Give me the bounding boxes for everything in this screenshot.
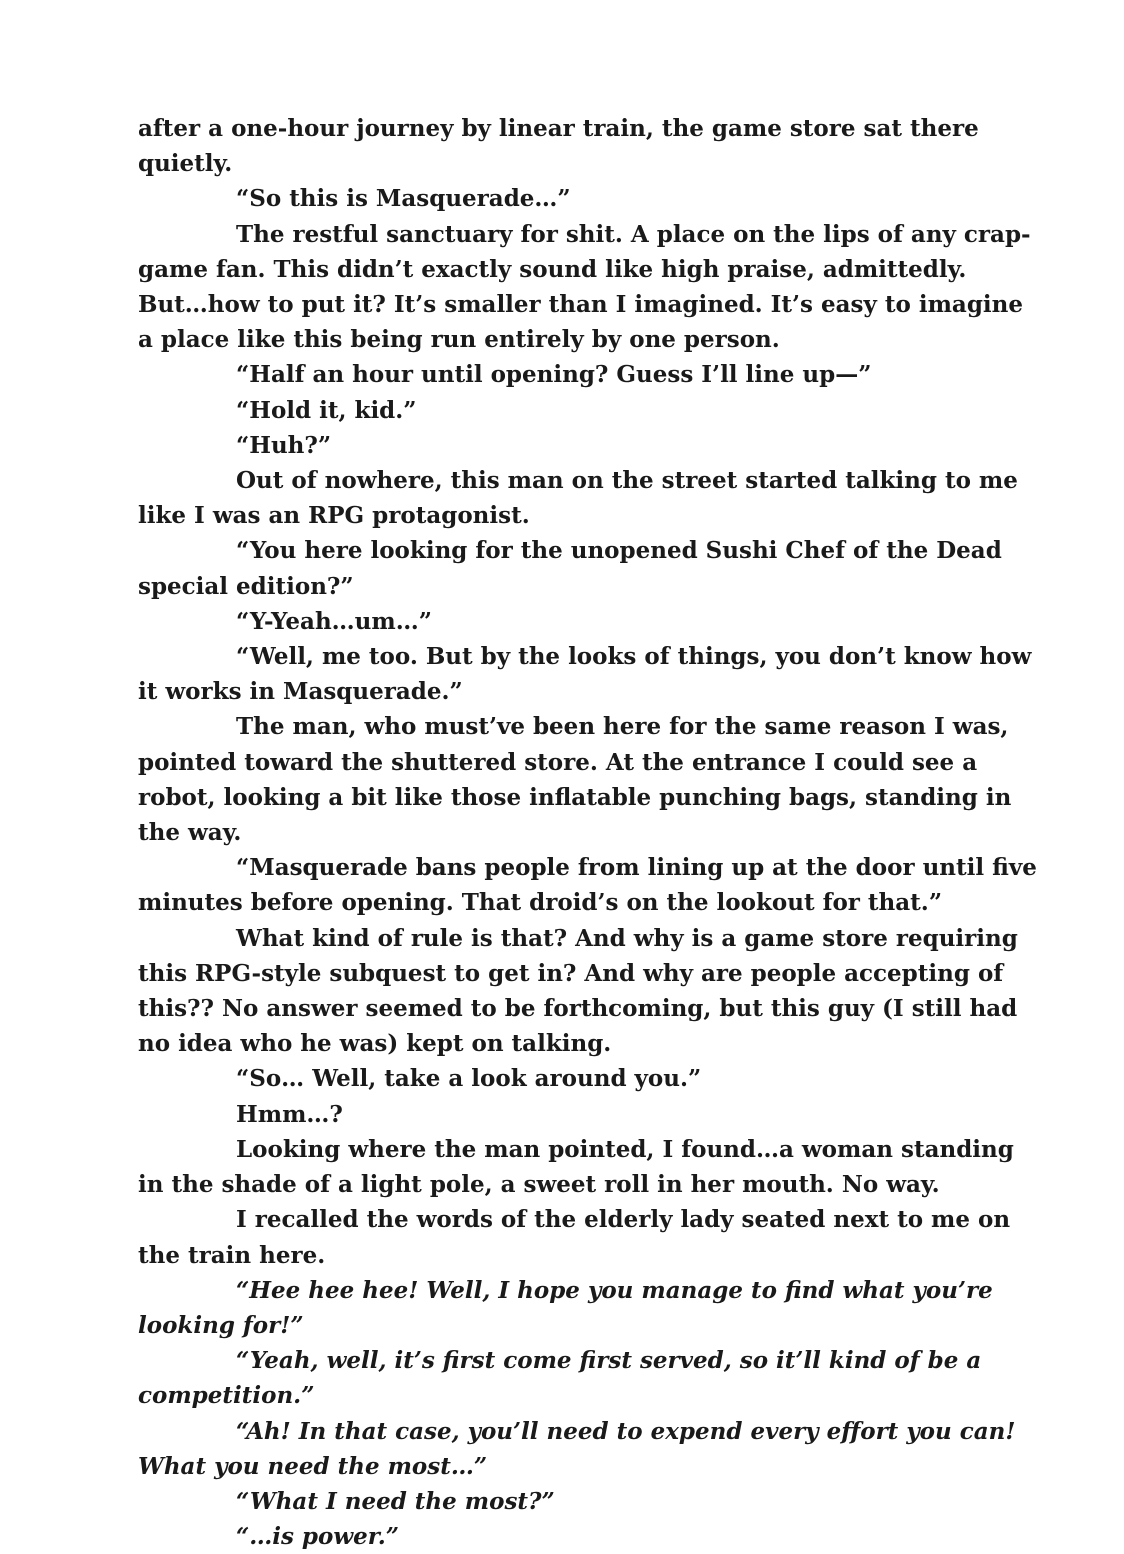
paragraph: The man, who must’ve been here for the same reason I was, pointed toward the shuttered store. At the entrance I could see a robot, looking a bit like those inflatable punching bags, standing in the way. [138, 713, 1012, 847]
paragraph-italic: “Hee hee hee! Well, I hope you manage to find what you’re looking for!” [138, 1276, 993, 1339]
paragraph: “Half an hour until opening? Guess I’ll line up—” [236, 361, 872, 389]
paragraph: “You here looking for the unopened Sushi Chef of the Dead special edition?” [138, 537, 1002, 600]
paragraph-italic: “What I need the most?” [236, 1487, 555, 1515]
paragraph: “Huh?” [236, 431, 332, 459]
paragraph-italic: “Ah! In that case, you’ll need to expend every effort you can! What you need the most…” [138, 1417, 1016, 1480]
paragraph: The restful sanctuary for shit. A place on the lips of any crap-game fan. This didn’t exactly sound like high praise, admittedly. But…how to put it? It’s smaller than I imagined. It’s easy to imagine a place like this being run entirely by one person. [138, 220, 1031, 354]
paragraph: “So this is Masquerade…” [236, 185, 571, 213]
paragraph-italic: “Yeah, well, it’s first come first served, so it’ll kind of be a competition.” [138, 1347, 982, 1410]
paragraph: Looking where the man pointed, I found…a woman standing in the shade of a light pole, a sweet roll in her mouth. No way. [138, 1135, 1014, 1199]
paragraph: after a one-hour journey by linear train, the game store sat there quietly. [138, 115, 979, 178]
paragraph: “Hold it, kid.” [236, 396, 417, 424]
paragraph: I recalled the words of the elderly lady seated next to me on the train here. [138, 1206, 1011, 1269]
paragraph: What kind of rule is that? And why is a game store requiring this RPG-style subquest to get in? And why are people accepting of this?? No answer seemed to be forthcoming, but this guy (I still had no idea who he was) kept on talking. [138, 924, 1018, 1058]
page-body [138, 111, 1038, 1554]
paragraph: “Y-Yeah…um…” [236, 607, 432, 635]
paragraph: “Masquerade bans people from lining up at the door until five minutes before opening. That droid’s on the lookout for that.” [138, 854, 1037, 917]
paragraph: Hmm…? [236, 1100, 343, 1128]
paragraph: “So… Well, take a look around you.” [236, 1065, 702, 1093]
paragraph-italic: “…is power.” [236, 1523, 400, 1551]
paragraph: Out of nowhere, this man on the street started talking to me like I was an RPG protagonist. [138, 467, 1018, 530]
paragraph: “Well, me too. But by the looks of things, you don’t know how it works in Masquerade.” [138, 643, 1032, 706]
